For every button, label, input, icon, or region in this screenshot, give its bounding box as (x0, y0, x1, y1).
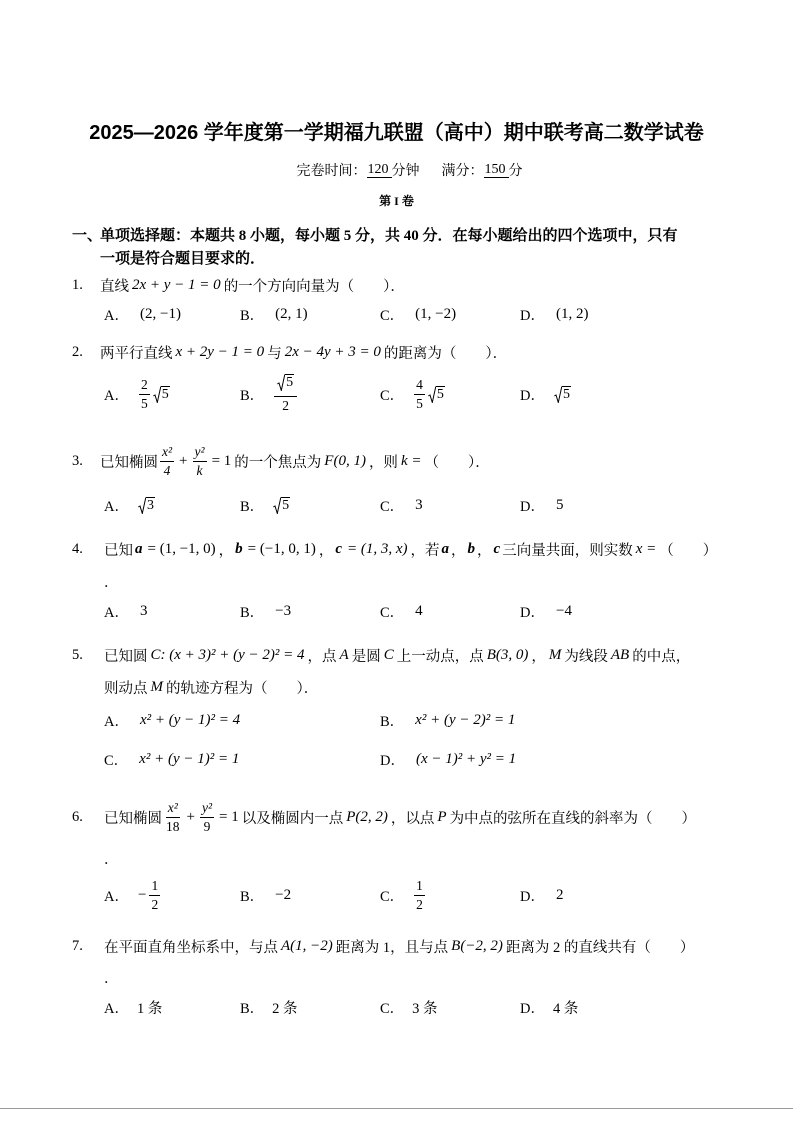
question-2-stem (100, 342, 507, 362)
stem-text: 在平面直角坐标系中，与点 (104, 939, 278, 956)
option-value: 3 条 (412, 1000, 438, 1017)
option-value: x² + (y − 1)² = 4 (139, 711, 241, 728)
stem-text: ，以点 (390, 810, 435, 827)
option-label: C． (104, 752, 129, 769)
option-label: A． (104, 713, 129, 730)
question-2-option-d (520, 374, 572, 414)
math-point: P(2, 2) (346, 808, 388, 825)
option-value: 2 条 (272, 1000, 298, 1017)
score-unit: 分 (508, 164, 523, 179)
fraction-denominator: 5 (416, 395, 423, 411)
stem-text: ，则 (368, 454, 398, 471)
option-label: B． (240, 307, 265, 324)
fraction-numerator: 2 (139, 377, 150, 395)
question-6-stem-tail: ． (104, 851, 119, 868)
stem-text: （ ）． (424, 454, 490, 471)
score-value: 150 (484, 162, 509, 178)
time-unit: 分钟 (391, 164, 420, 179)
fraction-denominator: 9 (203, 818, 211, 834)
radical-sign-icon (554, 386, 562, 403)
question-4-number: 4. (72, 540, 83, 557)
point-label: P (437, 808, 447, 825)
stem-text: （ ） (659, 542, 718, 559)
fraction-numerator: y² (200, 800, 214, 818)
stem-text: 的轨迹方程为（ ）． (166, 680, 319, 697)
question-3-option-d (520, 495, 566, 515)
math-equation: x + 2y − 1 = 0 (175, 343, 265, 360)
option-label: A． (104, 888, 129, 905)
square-root (277, 374, 294, 391)
radicand: 5 (282, 497, 290, 513)
question-7-option-d (520, 997, 578, 1017)
question-5-stem-line-2 (104, 677, 318, 697)
fraction-numerator: 1 (149, 878, 160, 896)
stem-text: ， (531, 648, 546, 665)
question-7-stem-tail: ． (104, 970, 119, 987)
question-3-option-a (104, 495, 156, 515)
question-2-option-c (380, 374, 446, 414)
option-label: B． (380, 713, 405, 730)
option-label: C． (380, 387, 405, 404)
option-value: (x − 1)² + y² = 1 (415, 750, 517, 767)
question-1-option-b (240, 304, 311, 324)
fraction-denominator: 2 (151, 896, 159, 912)
volume-heading: 第 I 卷 (379, 193, 414, 208)
stem-text: 三向量共面，则实数 (502, 542, 633, 559)
math-equation: 2x + y − 1 = 0 (132, 276, 221, 293)
option-label: C． (380, 888, 405, 905)
stem-text: 是圆 (351, 648, 381, 665)
option-value: 2 (555, 886, 564, 903)
square-root (428, 386, 445, 403)
math-equation: = 1 (211, 452, 232, 469)
radical-sign-icon (428, 386, 436, 403)
fraction (274, 374, 297, 414)
option-label: C． (380, 498, 405, 515)
vector-c: c (335, 540, 343, 557)
question-7-option-a (104, 997, 162, 1017)
fraction-numerator (274, 374, 297, 397)
square-root (273, 497, 290, 514)
fraction-numerator: 1 (414, 878, 425, 896)
question-6-option-c (380, 875, 427, 915)
question-5-stem-line-1 (104, 645, 690, 665)
question-4-option-b (240, 601, 294, 621)
option-label: D． (520, 498, 545, 515)
radicand: 3 (146, 497, 154, 513)
stem-text: 的一个方向向量为（ ）． (223, 278, 405, 295)
question-6-option-d (520, 875, 566, 915)
segment-label: AB (610, 646, 630, 663)
stem-text: ， (318, 542, 334, 559)
exam-info (0, 160, 793, 180)
option-value: −3 (275, 602, 292, 619)
stem-text: 已知椭圆 (104, 810, 162, 827)
option-label: D． (380, 752, 405, 769)
question-1-option-c (380, 304, 459, 324)
time-value: 120 (367, 162, 392, 178)
minus-sign: − (137, 886, 147, 903)
stem-text: 上一动点，点 (396, 648, 484, 665)
question-5-option-b (380, 710, 518, 730)
option-value: (2, 1) (275, 305, 308, 322)
radical-sign-icon (277, 374, 285, 391)
question-7-option-b (240, 997, 298, 1017)
option-value: 5 (555, 496, 564, 513)
option-label: D． (520, 604, 545, 621)
option-label: D． (520, 387, 545, 404)
fraction (414, 878, 425, 913)
fraction-denominator: 5 (140, 395, 148, 411)
question-7-option-c (380, 997, 438, 1017)
math-variable: k = (400, 452, 422, 469)
square-root (153, 386, 170, 403)
math-operator: + (186, 808, 195, 825)
question-7-number: 7. (72, 937, 83, 954)
time-label: 完卷时间： (296, 164, 367, 179)
footer-divider (0, 1108, 793, 1109)
question-5-option-c (104, 749, 242, 769)
point-label: M (150, 678, 163, 695)
option-value: x² + (y − 2)² = 1 (415, 711, 516, 728)
exam-title: 2025—2026 学年度第一学期福九联盟（高中）期中联考高二数学试卷 (89, 121, 704, 144)
fraction-denominator: 18 (166, 818, 180, 834)
vector-b: b (467, 540, 476, 557)
stem-text: 两平行直线 (100, 345, 173, 362)
fraction (164, 800, 182, 835)
question-5-option-a (104, 710, 243, 730)
option-value: x² + (y − 1)² = 1 (139, 750, 240, 767)
math-point: F(0, 1) (324, 452, 366, 469)
question-4-option-a (104, 601, 150, 621)
point-label: A (339, 646, 349, 663)
fraction-numerator: x² (166, 800, 180, 818)
question-4-stem-tail: ． (104, 574, 119, 591)
math-point: B(−2, 2) (451, 937, 503, 954)
fraction-numerator: y² (193, 444, 207, 462)
square-root (138, 497, 155, 514)
question-2-number: 2. (72, 343, 83, 360)
point-label: M (548, 646, 562, 663)
vector-b: b (235, 540, 243, 557)
question-3-option-b (240, 495, 291, 515)
option-value: −4 (555, 602, 572, 619)
math-point: B(3, 0) (486, 646, 529, 663)
section-instructions-line-1: 单项选择题：本题共 8 小题，每小题 5 分，共 40 分．在每小题给出的四个选项中，只有 (100, 227, 678, 244)
fraction (139, 377, 150, 412)
option-value: (1, 2) (555, 305, 589, 322)
question-5-option-d (380, 749, 519, 769)
fraction-denominator: 4 (163, 462, 171, 478)
question-1-number: 1. (72, 276, 83, 293)
stem-text: 为线段 (564, 648, 608, 665)
stem-text: ， (451, 542, 466, 559)
option-label: B． (240, 498, 265, 515)
stem-text: 直线 (100, 278, 129, 295)
question-6-option-b (240, 875, 294, 915)
question-5-number: 5. (72, 646, 83, 663)
stem-text: 的距离为（ ）． (383, 345, 508, 362)
option-label: B． (240, 888, 265, 905)
option-label: A． (104, 604, 129, 621)
option-value: 3 (415, 496, 423, 513)
question-7-stem (104, 936, 694, 956)
radicand: 5 (436, 386, 444, 402)
fraction-denominator: k (196, 462, 203, 478)
option-value: (1, −2) (415, 305, 457, 322)
option-label: A． (104, 307, 129, 324)
option-label: A． (104, 1000, 129, 1017)
option-value: 1 条 (136, 1000, 163, 1017)
question-2-option-b (240, 374, 299, 414)
math-variable: x = (635, 540, 657, 557)
stem-text: 距离为 2 的直线共有（ ） (505, 939, 695, 956)
radicand: 5 (562, 386, 570, 402)
fraction (414, 377, 425, 412)
stem-text: 已知椭圆 (100, 454, 158, 471)
option-label: D． (520, 307, 545, 324)
question-1-stem (100, 275, 405, 295)
option-value: 4 条 (552, 1000, 579, 1017)
math-operator: + (179, 452, 188, 469)
stem-text: 的中点， (632, 648, 691, 665)
radicand: 5 (161, 386, 169, 402)
question-2-option-a (104, 374, 171, 414)
option-label: C． (380, 307, 405, 324)
stem-text: 的一个焦点为 (234, 454, 322, 471)
section-number: 一、 (72, 227, 103, 244)
square-root (554, 386, 571, 403)
circle-label: C (383, 646, 394, 663)
fraction-denominator: 2 (282, 398, 290, 413)
question-3-number: 3. (72, 452, 83, 469)
option-label: A． (104, 498, 129, 515)
fraction (200, 800, 214, 835)
fraction (149, 878, 160, 913)
score-label: 满分： (441, 164, 484, 179)
option-label: B． (240, 604, 265, 621)
question-6-stem (104, 797, 696, 837)
question-4-option-d (520, 601, 575, 621)
math-equation: 2x − 4y + 3 = 0 (284, 343, 381, 360)
option-value: −2 (275, 886, 292, 903)
question-4-stem (104, 539, 717, 559)
stem-text: 已知圆 (104, 648, 148, 665)
option-label: C． (380, 1000, 405, 1017)
stem-text: 则动点 (104, 680, 148, 697)
option-label: C． (380, 604, 405, 621)
question-3-stem (100, 441, 490, 481)
circle-equation: C: (x + 3)² + (y − 2)² = 4 (150, 646, 305, 663)
stem-text: 为中点的弦所在直线的斜率为（ ） (449, 810, 697, 827)
vector-coordinates: = (1, 3, x) (347, 540, 408, 557)
vector-coordinates: = (−1, 0, 1) (247, 540, 316, 557)
option-label: D． (520, 888, 545, 905)
math-equation: = 1 (219, 808, 239, 825)
fraction-numerator: x² (160, 444, 174, 462)
radical-sign-icon (153, 386, 161, 403)
question-1-option-a (104, 304, 184, 324)
vector-coordinates: = (1, −1, 0) (147, 540, 216, 557)
vector-a: a (441, 540, 450, 557)
stem-text: 与 (267, 345, 282, 362)
question-3-option-c (380, 495, 426, 515)
radical-sign-icon (138, 497, 146, 514)
section-instructions-line-2: 一项是符合题目要求的． (100, 250, 266, 267)
question-1-option-d (520, 304, 591, 324)
option-label: B． (240, 387, 265, 404)
question-6-option-a (104, 875, 162, 915)
stem-text: 距离为 1，且与点 (335, 939, 449, 956)
option-label: A． (104, 387, 129, 404)
stem-text: 已知 (104, 542, 133, 559)
option-value: 3 (139, 602, 148, 619)
fraction (160, 444, 174, 479)
option-label: D． (520, 1000, 545, 1017)
vector-c: c (493, 540, 501, 557)
stem-text: 以及椭圆内一点 (241, 810, 344, 827)
stem-text: ，点 (307, 648, 337, 665)
stem-text: ，若 (410, 542, 440, 559)
math-point: A(1, −2) (281, 937, 333, 954)
question-4-option-c (380, 601, 426, 621)
fraction-denominator: 2 (416, 896, 423, 912)
option-value: 4 (415, 602, 423, 619)
stem-text: ， (218, 542, 234, 559)
radicand: 5 (286, 375, 294, 390)
question-6-number: 6. (72, 808, 83, 825)
fraction (193, 444, 207, 479)
vector-a: a (135, 540, 143, 557)
option-value: (2, −1) (139, 305, 181, 322)
stem-text: ， (477, 542, 492, 559)
fraction-numerator: 4 (414, 377, 425, 395)
radical-sign-icon (273, 497, 281, 514)
option-label: B． (240, 1000, 265, 1017)
